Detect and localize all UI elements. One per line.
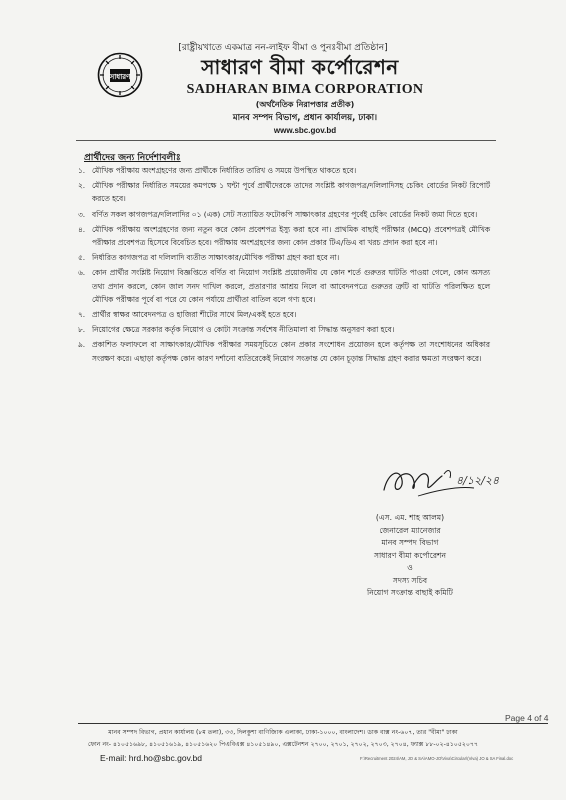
title-bengali: সাধারণ বীমা কর্পোরেশন [201, 55, 399, 79]
list-item: ৪. মৌখিক পরীক্ষায় অংশগ্রহণের জন্য নতুন করে কোন প্রবেশপত্র ইস্যু করা হবে না। প্রাথমিক বাছাই পরীক্ষার (MCQ) প্রবেশপত্রই মৌখিক পরীক্ষার প্রবেশপত্র হিসেবে বিবেচিত হবে। পরীক্ষায় অংশগ্রহণের জন্য কোন প্রকার টিএ/ডিএ বা খরচ প্রদান করা হবে না। [78, 224, 490, 248]
signatory-designation: জেনারেল ম্যানেজার [379, 525, 441, 535]
list-item: ১. মৌখিক পরীক্ষায় অংশগ্রহণের জন্য প্রার্থীকে নির্ধারিত তারিখ ও সময়ে উপস্থিত থাকতে হবে। [78, 166, 357, 175]
signatory-block [330, 512, 490, 600]
signatory-role: সদস্য সচিব [392, 575, 428, 585]
footer-file-path: F:\Recruitment 2024\AM, JO & SA\AMO-JO\Viva\Circular\(Viva) JO & SA Final.doc [360, 756, 514, 761]
department-line: মানব সম্পদ বিভাগ, প্রধান কার্যালয়, ঢাকা। [232, 113, 378, 123]
signatory-conjunction: ও [407, 563, 413, 572]
list-item: ৮. নিয়োগের ক্ষেত্রে সরকার কর্তৃক নিয়োগ ও কোটা সংক্রান্ত সর্বশেষ নীতিমালা বা সিদ্ধান্ত অনুসরণ করা হবে। [78, 325, 395, 335]
list-item: ৬. কোন প্রার্থীর সংশ্লিষ্ট নিয়োগ বিজ্ঞপ্তিতে বর্ণিত বা নিয়োগ সংশ্লিষ্ট প্রয়োজনীয় যে কোন শর্তে গুরুতর ঘাটতি পাওয়া গেলে, কোন অসত্য তথ্য প্রদান করলে, কোন জাল সনদ দাখিল করলে, প্রতারণার আশ্রয় নিলে বা আবেদনপত্রে গুরুতর ত্রুটি বা ঘাটতি পরিলক্ষিত হলে মৌখিক পরীক্ষার পূর্বে বা পরে যে কোন পর্যায়ে প্রার্থীতা বাতিল বলে গণ্য হবে। [78, 268, 490, 304]
header-tagline: [রাষ্ট্রীয়খাতে একমাত্র নন-লাইফ বীমা ও পুনঃবীমা প্রতিষ্ঠান] [178, 43, 388, 53]
list-item: ৯. প্রকাশিত ফলাফলে বা সাক্ষাৎকার/মৌখিক পরীক্ষার সময়সূচিতে কোন প্রকার সংশোধন প্রয়োজন হলে কর্তৃপক্ষ তা সংশোধনের অধিকার সংরক্ষণ করে। এছাড়া কর্তৃপক্ষ কোন কারণ দর্শানো ব্যতিরেকেই নিয়োগ সংক্রান্ত যে কোন চূড়ান্ত সিদ্ধান্ত গ্রহণ করার ক্ষমতা সংরক্ষণ করে। [78, 340, 490, 363]
list-item: ৫. নির্ধারিত কাগজপত্র বা দলিলাদি ব্যতীত সাক্ষাৎকার/মৌখিক পরীক্ষা গ্রহণ করা হবে না। [78, 253, 340, 263]
page-number: Page 4 of 4 [505, 713, 549, 723]
sadharan-bima-logo-icon [97, 52, 143, 98]
svg-text:সাধারণ: সাধারণ [109, 73, 131, 82]
instructions-list [78, 164, 490, 367]
header-divider [76, 140, 496, 141]
footer-email[interactable]: E-mail: hrd.ho@sbc.gov.bd [100, 753, 203, 763]
footer-phone: ফোন নং- ৪১০৫১৬৯৮, ৪১০৫১৬১৯, ৪১০৫১৬২০ পিএবিএক্স ৪১০৫১৪৯০, এক্সটেনশন ২৭০০, ২৭০১, ২৭০২, ২৭০৩, ২৭০৪, ফ্যাক্স ৮৮-০২-৪১০৫২০৭৭ [87, 741, 479, 748]
svg-text:৪/১২/২৪: ৪/১২/২৪ [456, 474, 500, 487]
list-item: ৩. বর্ণিত সকল কাগজপত্র/দলিলাদির ০১ (এক) সেট সত্যায়িত ফটোকপি সাক্ষাৎকার গ্রহণের পূর্বেই চেকিং বোর্ডের নিকট জমা দিতে হবে। [78, 209, 478, 219]
footer-address: মানব সম্পদ বিভাগ, প্রধান কার্যালয় (৮ম তলা), ৩৩, দিলকুশা বাণিজ্যিক এলাকা, ঢাকা-১০০০, বাংলাদেশ। ডাক বাক্স নং-৬০৭, তার "বীমা" ঢাকা [108, 729, 458, 736]
instructions-heading: প্রার্থীদের জন্য নির্দেশাবলীঃ [84, 153, 181, 163]
signatory-name: (এস. এম. শাহ আলম) [375, 513, 445, 522]
website-link[interactable]: www.sbc.gov.bd [273, 126, 337, 135]
signatory-division: মানব সম্পদ বিভাগ [381, 538, 439, 547]
list-item: ২. মৌখিক পরীক্ষার নির্ধারিত সময়ের কমপক্ষে ১ ঘন্টা পূর্বে প্রার্থীদেরকে তাদের সংশ্লিষ্ট কাগজপত্র/দলিলাদিসহ চেকিং বোর্ডের নিকট রিপোর্ট করতে হবে। [78, 181, 490, 204]
footer-divider [78, 723, 548, 724]
signatory-organization: সাধারণ বীমা কর্পোরেশন [373, 550, 447, 560]
list-item: ৭. প্রার্থীর স্বাক্ষর আবেদনপত্র ও হাজিরা শীটের সাথে মিল/একই হতে হবে। [78, 310, 297, 320]
title-english: SADHARAN BIMA CORPORATION [186, 82, 424, 97]
organization-motto: (অর্থনৈতিক নিরাপত্তার প্রতীক) [255, 100, 355, 109]
handwritten-signature-icon [378, 460, 508, 510]
signatory-committee: নিয়োগ সংক্রান্ত বাছাই কমিটি [367, 588, 453, 597]
